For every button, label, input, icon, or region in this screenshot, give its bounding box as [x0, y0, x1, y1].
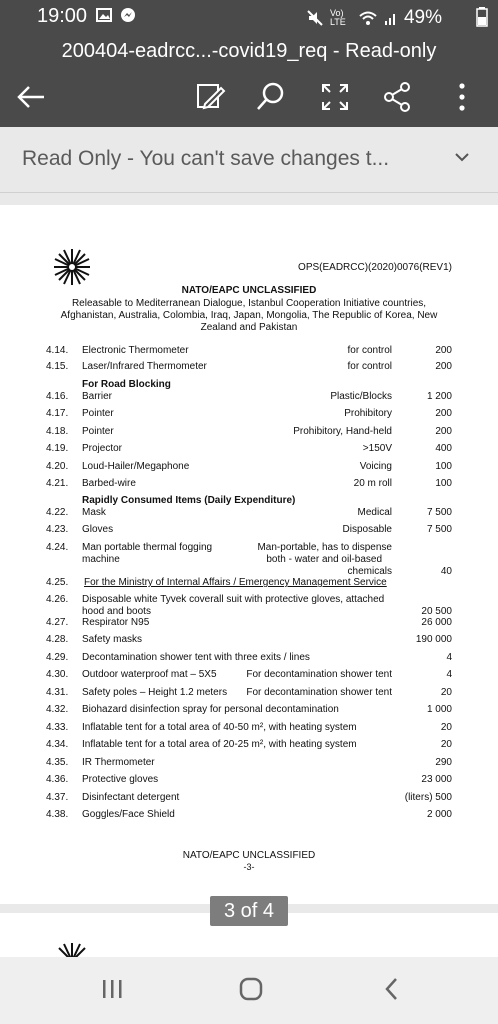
status-bar: [0, 0, 498, 34]
search-icon[interactable]: [254, 80, 288, 114]
read-only-message: Read Only - You can't save changes t...: [22, 147, 390, 170]
section-heading: For Road Blocking: [82, 379, 171, 390]
section-heading: Rapidly Consumed Items (Daily Expenditure): [82, 495, 296, 506]
list-item: 4.26. Disposable white Tyvek coverall suit with protective gloves, attached hood and boots 20 500: [46, 594, 452, 617]
signal-icon: [384, 10, 398, 26]
page-number: -3-: [243, 862, 255, 872]
more-options-icon[interactable]: [445, 80, 479, 114]
gallery-icon: [96, 7, 112, 23]
chevron-down-icon[interactable]: [454, 151, 470, 163]
classification-footer: NATO/EAPC UNCLASSIFIED: [182, 850, 316, 861]
system-navigation-bar: [0, 957, 498, 1024]
release-statement: Releasable to Mediterranean Dialogue, Istanbul Cooperation Initiative countries, Afghanistan, Australia, Colombia, Iraq, Japan, Mongolia, The Republic of Korea, New Zealand and Pakistan: [60, 298, 438, 333]
document-title: 200404-eadrcc...-covid19_req - Read-only: [61, 40, 437, 62]
document-viewer[interactable]: [0, 193, 498, 957]
read-only-banner[interactable]: [0, 127, 498, 193]
recent-apps-icon[interactable]: [100, 975, 124, 1003]
share-icon[interactable]: [381, 80, 415, 114]
nato-logo-icon: [52, 247, 92, 287]
network-label: Vo) LTE: [329, 8, 346, 27]
home-icon[interactable]: [237, 975, 265, 1003]
nato-logo-icon: [52, 941, 92, 957]
clock: 19:00: [37, 5, 88, 27]
document-page: OPS(EADRCC)(2020)0076(REV1) NATO/EAPC UNCLASSIFIED Releasable to Mediterranean Dialogue, Istanbul Cooperation Initiative countries, Afghanistan, Australia, Colombia, Iraq, Japan, Mongolia, The Republic of Korea, New Zealand and Pakistan 4.14. Electronic Thermometer for control 200 4.15. Laser/Infrared Thermometer for control 200 For Road Blocking 4.16. Barrier Plastic/Blocks 1 200 4.17. Pointer Prohibitory 200 4.18. Pointer Prohibitory, Hand-held 200 4.19. Projector >150V 400 4.20. Loud-Hailer/Megaphone Voicing 100 4.21. Barbed-wire 20 m roll 100 Rapidly Consumed Items (Daily Expenditure) 4.22. Mask Medical 7 500 4.23. Gloves Disposable 7 500 4.24. Man portable thermal fogging machine Man-portable, has to dispense both - water and oil-based chemicals 40 4.25. For the Ministry of Internal Affairs / Emergency Management Service 4.26. Disposable white Tyvek coverall suit with protective gloves, attached hood and boots 20 500 4.27. Respirator N95 26 000 4.28. Safety masks 190 000 4.29. Decontamination shower tent with three exits / lines 4 4.30. Outdoor waterproof mat – 5X5 For decontamination shower tent 4 4.31. Safety poles – Height 1.2 meters For decontamination shower tent 20 4.32. Biohazard disinfection spray for personal decontamination 1 000 4.33. Inflatable tent for a total area of 40-50 m², with heating system 20 4.34. Inflatable tent for a total area of 20-25 m², with heating system 20 4.35. IR Thermometer 290 4.36. Protective gloves 23 000 4.37. Disinfectant detergent (liters) 500 4.38. Goggles/Face Shield 2 000 NATO/EAPC UNCLASSIFIED -3-: [0, 205, 498, 904]
classification-header: NATO/EAPC UNCLASSIFIED: [181, 285, 317, 296]
messenger-icon: [120, 7, 136, 23]
back-icon[interactable]: [380, 975, 404, 1003]
edit-icon[interactable]: [193, 80, 227, 114]
list-item: 4.24. Man portable thermal fogging machine Man-portable, has to dispense both - water and oil-based chemicals 40: [46, 542, 452, 577]
document-reference: OPS(EADRCC)(2020)0076(REV1): [298, 262, 452, 273]
battery-icon: [476, 7, 488, 27]
page-indicator: 3 of 4: [210, 896, 288, 926]
back-arrow-icon[interactable]: [14, 80, 48, 114]
battery-level: 49%: [403, 7, 442, 28]
mute-icon: [306, 10, 324, 26]
fullscreen-icon[interactable]: [318, 80, 352, 114]
wifi-icon: [358, 10, 378, 26]
app-bar: [0, 34, 498, 127]
